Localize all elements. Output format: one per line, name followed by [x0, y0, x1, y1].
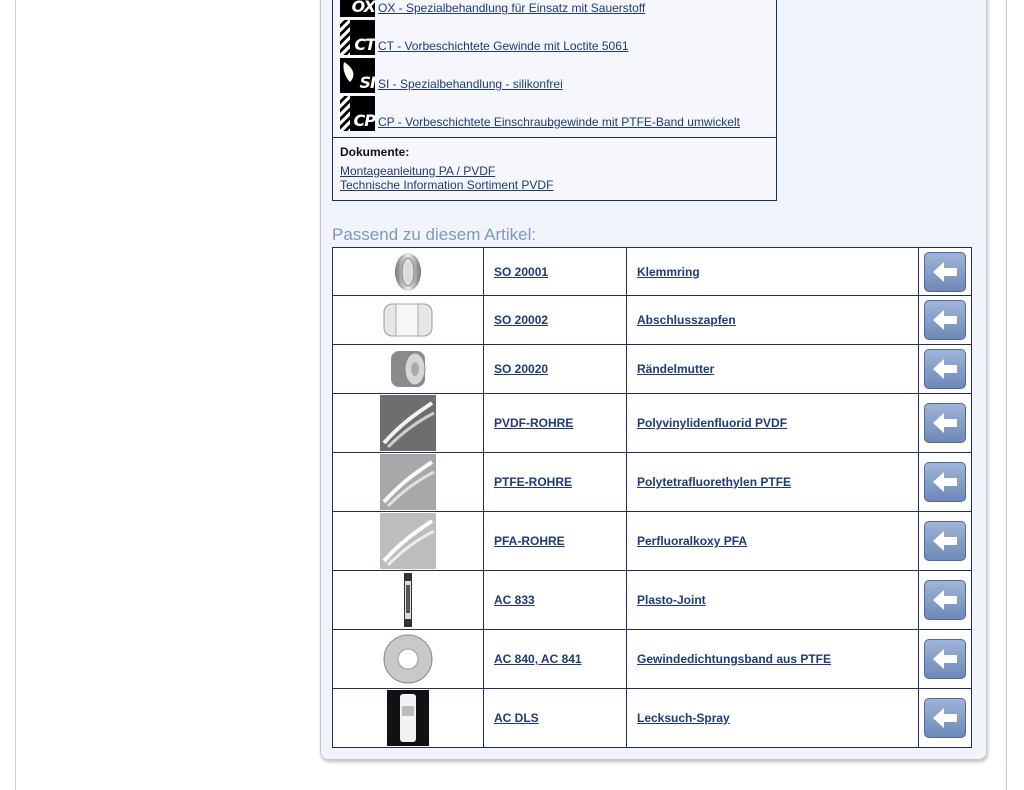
divider [333, 137, 776, 138]
ox-treatment-icon: OX [340, 0, 375, 17]
arrow-left-icon [931, 356, 959, 382]
product-name-link[interactable]: Polytetrafluorethylen PTFE [637, 475, 792, 489]
table-row [333, 248, 972, 296]
product-code-link[interactable]: SO 20002 [494, 313, 549, 327]
product-name-link[interactable]: Lecksuch-Spray [637, 711, 730, 725]
ct-treatment-icon: CT [340, 20, 375, 55]
table-row [333, 512, 972, 571]
ring-image [383, 251, 433, 293]
table-row [333, 571, 972, 630]
product-name-link[interactable]: Klemmring [637, 264, 700, 279]
product-image-cell[interactable] [333, 296, 484, 345]
product-image-cell[interactable] [333, 345, 484, 394]
product-name-link[interactable]: Perfluoralkoxy PFA [637, 534, 748, 548]
add-to-cart-button[interactable] [924, 252, 966, 292]
add-to-cart-button[interactable] [924, 580, 966, 620]
table-row [333, 689, 972, 748]
document-link[interactable]: Montageanleitung PA / PVDF [340, 164, 496, 178]
product-code-link[interactable]: AC 833 [494, 593, 535, 607]
treatment-cp[interactable] [340, 93, 740, 131]
arrow-left-icon [931, 587, 959, 613]
tube-image [380, 395, 436, 451]
product-image-cell[interactable] [333, 689, 484, 748]
product-code-link[interactable]: SO 20001 [494, 264, 549, 279]
add-to-cart-button[interactable] [924, 639, 966, 679]
arrow-left-icon [931, 528, 959, 554]
tube-image [380, 454, 436, 510]
tape-roll-image [382, 633, 434, 685]
product-image-cell[interactable] [333, 248, 484, 296]
product-image-cell[interactable] [333, 630, 484, 689]
treatment-link[interactable]: SI - Spezialbehandlung - silikonfrei [378, 77, 563, 91]
product-code-link[interactable]: PTFE-ROHRE [494, 475, 572, 489]
tube-product-image [401, 573, 415, 627]
table-row [333, 296, 972, 345]
document-link[interactable]: Technische Information Sortiment PVDF [340, 178, 554, 192]
arrow-left-icon [931, 259, 959, 285]
arrow-left-icon [931, 646, 959, 672]
product-image-cell[interactable] [333, 394, 484, 453]
product-code-link[interactable]: AC DLS [494, 711, 539, 725]
product-name-link[interactable]: Abschlusszapfen [637, 313, 736, 327]
add-to-cart-button[interactable] [924, 462, 966, 502]
knurled-nut-image [383, 348, 433, 390]
treatment-ox[interactable] [340, 0, 645, 17]
related-title: Passend zu diesem Artikel: [332, 225, 537, 244]
related-products-table [332, 247, 972, 748]
plug-image [380, 300, 436, 340]
product-name-link[interactable]: Plasto-Joint [637, 593, 706, 607]
table-row [333, 630, 972, 689]
product-image-cell[interactable] [333, 571, 484, 630]
treatment-si[interactable] [340, 55, 563, 93]
product-name-link[interactable]: Polyvinylidenfluorid PVDF [637, 416, 788, 430]
table-row [333, 453, 972, 512]
product-name-link[interactable]: Gewindedichtungsband aus PTFE [637, 652, 832, 666]
product-code-link[interactable]: AC 840, AC 841 [494, 652, 582, 666]
cp-treatment-icon: CP [340, 96, 375, 131]
product-code-link[interactable]: PVDF-ROHRE [494, 416, 574, 430]
spray-can-image [387, 690, 429, 746]
treatment-link[interactable]: CT - Vorbeschichtete Gewinde mit Loctite 5061 [378, 39, 629, 53]
product-code-link[interactable]: SO 20020 [494, 362, 549, 376]
product-image-cell[interactable] [333, 453, 484, 512]
add-to-cart-button[interactable] [924, 521, 966, 561]
treatment-link[interactable]: OX - Spezialbehandlung für Einsatz mit Sauerstoff [378, 1, 646, 15]
product-image-cell[interactable] [333, 512, 484, 571]
table-row [333, 345, 972, 394]
arrow-left-icon [931, 705, 959, 731]
arrow-left-icon [931, 469, 959, 495]
table-row [333, 394, 972, 453]
arrow-left-icon [931, 307, 959, 333]
product-name-link[interactable]: Rändelmutter [637, 362, 715, 376]
add-to-cart-button[interactable] [924, 300, 966, 340]
add-to-cart-button[interactable] [924, 698, 966, 738]
arrow-left-icon [931, 410, 959, 436]
product-code-link[interactable]: PFA-ROHRE [494, 534, 565, 548]
add-to-cart-button[interactable] [924, 403, 966, 443]
treatment-link[interactable]: CP - Vorbeschichtete Einschraubgewinde mit PTFE-Band umwickelt [378, 115, 740, 129]
add-to-cart-button[interactable] [924, 349, 966, 389]
treatment-ct[interactable] [340, 17, 629, 55]
documents-title: Dokumente: [340, 145, 410, 159]
si-treatment-icon: SI [340, 58, 375, 93]
tube-image [380, 513, 436, 569]
